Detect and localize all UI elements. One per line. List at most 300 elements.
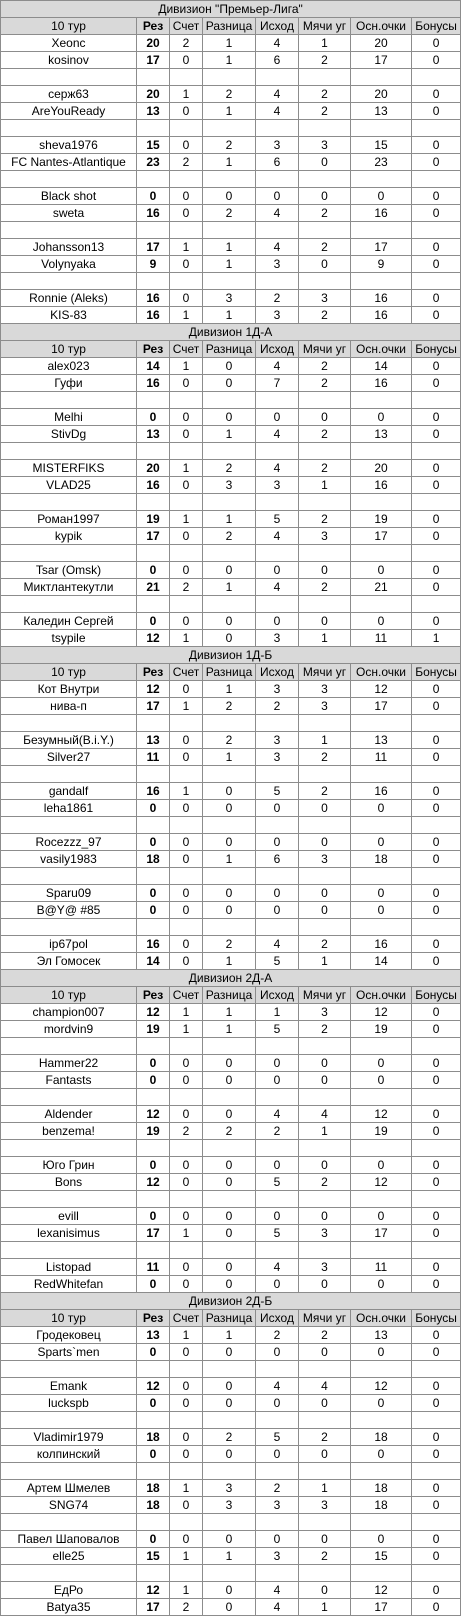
cell-score: 1: [170, 1582, 203, 1599]
cell-outcome: 3: [256, 681, 299, 698]
cell-bonuses: 0: [412, 902, 461, 919]
empty-cell: [137, 545, 170, 562]
empty-cell: [299, 171, 351, 188]
empty-cell: [170, 1089, 203, 1106]
cell-player-name: Миктлантекутли: [1, 579, 137, 596]
cell-outcome: 2: [256, 1123, 299, 1140]
cell-main-points: 19: [351, 1021, 412, 1038]
table-row: [1, 256, 461, 273]
cell-score: 0: [170, 613, 203, 630]
cell-score: 0: [170, 52, 203, 69]
cell-player-name: AreYouReady: [1, 103, 137, 120]
cell-outcome: 3: [256, 1497, 299, 1514]
empty-cell: [351, 1565, 412, 1582]
cell-player-name: Эл Гомосек: [1, 953, 137, 970]
cell-difference: 2: [203, 205, 256, 222]
empty-cell: [1, 766, 137, 783]
empty-cell: [170, 919, 203, 936]
cell-difference: 0: [203, 783, 256, 800]
cell-corners: 0: [299, 1344, 351, 1361]
empty-cell: [170, 1514, 203, 1531]
table-row: [1, 103, 461, 120]
empty-cell: [351, 171, 412, 188]
cell-difference: 1: [203, 35, 256, 52]
cell-score: 0: [170, 1276, 203, 1293]
cell-player-name: Fantasts: [1, 1072, 137, 1089]
cell-result: 12: [137, 630, 170, 647]
cell-corners: 0: [299, 902, 351, 919]
cell-score: 0: [170, 409, 203, 426]
cell-difference: 0: [203, 613, 256, 630]
empty-cell: [351, 1140, 412, 1157]
cell-player-name: Гродековец: [1, 1327, 137, 1344]
cell-result: 15: [137, 1548, 170, 1565]
cell-bonuses: 0: [412, 1548, 461, 1565]
cell-player-name: StivDg: [1, 426, 137, 443]
cell-score: 0: [170, 528, 203, 545]
table-row: [1, 290, 461, 307]
empty-cell: [170, 766, 203, 783]
cell-corners: 2: [299, 783, 351, 800]
cell-main-points: 0: [351, 1446, 412, 1463]
cell-main-points: 0: [351, 834, 412, 851]
cell-main-points: 0: [351, 1395, 412, 1412]
table-row: [1, 188, 461, 205]
empty-cell: [170, 1361, 203, 1378]
empty-cell: [412, 545, 461, 562]
cell-main-points: 13: [351, 426, 412, 443]
cell-difference: 0: [203, 1225, 256, 1242]
header-player-name: 10 тур: [1, 18, 137, 35]
table-row: [1, 1531, 461, 1548]
header-corners: Мячи уг: [299, 664, 351, 681]
cell-corners: 3: [299, 137, 351, 154]
cell-outcome: 6: [256, 851, 299, 868]
cell-corners: 1: [299, 732, 351, 749]
table-row: [1, 239, 461, 256]
cell-result: 12: [137, 1378, 170, 1395]
cell-bonuses: 0: [412, 307, 461, 324]
cell-main-points: 15: [351, 137, 412, 154]
empty-cell: [256, 171, 299, 188]
empty-cell: [299, 69, 351, 86]
empty-cell: [299, 545, 351, 562]
empty-cell: [256, 596, 299, 613]
empty-cell: [351, 494, 412, 511]
table-row: [1, 35, 461, 52]
cell-player-name: Павел Шаповалов: [1, 1531, 137, 1548]
cell-player-name: ЕдРо: [1, 1582, 137, 1599]
empty-cell: [351, 868, 412, 885]
cell-result: 15: [137, 137, 170, 154]
cell-player-name: Кот Внутри: [1, 681, 137, 698]
cell-bonuses: 0: [412, 783, 461, 800]
empty-cell: [412, 919, 461, 936]
empty-cell: [137, 1140, 170, 1157]
empty-cell: [1, 919, 137, 936]
cell-score: 0: [170, 732, 203, 749]
header-score: Счет: [170, 1310, 203, 1327]
cell-corners: 2: [299, 307, 351, 324]
cell-result: 23: [137, 154, 170, 171]
cell-outcome: 4: [256, 1106, 299, 1123]
cell-result: 18: [137, 1480, 170, 1497]
empty-cell: [299, 766, 351, 783]
cell-difference: 1: [203, 851, 256, 868]
cell-outcome: 3: [256, 1548, 299, 1565]
cell-score: 0: [170, 1446, 203, 1463]
empty-cell: [256, 1089, 299, 1106]
cell-score: 0: [170, 953, 203, 970]
cell-corners: 0: [299, 1446, 351, 1463]
table-row: [1, 1123, 461, 1140]
cell-bonuses: 0: [412, 1259, 461, 1276]
empty-cell: [137, 1191, 170, 1208]
cell-player-name: Listopad: [1, 1259, 137, 1276]
cell-main-points: 0: [351, 1344, 412, 1361]
cell-score: 1: [170, 1480, 203, 1497]
cell-player-name: luckspb: [1, 1395, 137, 1412]
cell-result: 17: [137, 1599, 170, 1616]
cell-result: 18: [137, 851, 170, 868]
cell-difference: 0: [203, 800, 256, 817]
empty-cell: [351, 817, 412, 834]
cell-bonuses: 0: [412, 1225, 461, 1242]
empty-cell: [412, 273, 461, 290]
cell-difference: 0: [203, 1208, 256, 1225]
column-header-row: [1, 987, 461, 1004]
header-outcome: Исход: [256, 1310, 299, 1327]
cell-outcome: 0: [256, 1395, 299, 1412]
cell-score: 1: [170, 86, 203, 103]
header-corners: Мячи уг: [299, 341, 351, 358]
cell-result: 12: [137, 1174, 170, 1191]
cell-corners: 1: [299, 953, 351, 970]
cell-difference: 0: [203, 1446, 256, 1463]
header-outcome: Исход: [256, 987, 299, 1004]
cell-outcome: 5: [256, 783, 299, 800]
cell-score: 0: [170, 1072, 203, 1089]
cell-score: 0: [170, 1344, 203, 1361]
cell-corners: 3: [299, 681, 351, 698]
header-player-name: 10 тур: [1, 1310, 137, 1327]
spacer-row: [1, 715, 461, 732]
spacer-row: [1, 443, 461, 460]
cell-main-points: 16: [351, 477, 412, 494]
cell-main-points: 0: [351, 902, 412, 919]
cell-corners: 4: [299, 1378, 351, 1395]
table-row: [1, 851, 461, 868]
cell-bonuses: 0: [412, 86, 461, 103]
spacer-row: [1, 1565, 461, 1582]
cell-corners: 2: [299, 579, 351, 596]
empty-cell: [203, 1565, 256, 1582]
cell-outcome: 3: [256, 137, 299, 154]
table-row: [1, 800, 461, 817]
cell-bonuses: 0: [412, 239, 461, 256]
cell-bonuses: 0: [412, 256, 461, 273]
cell-score: 0: [170, 1208, 203, 1225]
header-player-name: 10 тур: [1, 664, 137, 681]
cell-player-name: lexanisimus: [1, 1225, 137, 1242]
cell-result: 20: [137, 460, 170, 477]
cell-corners: 2: [299, 749, 351, 766]
cell-corners: 1: [299, 1123, 351, 1140]
cell-corners: 3: [299, 1497, 351, 1514]
cell-score: 0: [170, 562, 203, 579]
empty-cell: [137, 1463, 170, 1480]
cell-player-name: FC Nantes-Atlantique: [1, 154, 137, 171]
cell-player-name: Tsar (Omsk): [1, 562, 137, 579]
cell-corners: 0: [299, 1055, 351, 1072]
cell-bonuses: 0: [412, 188, 461, 205]
table-row: [1, 307, 461, 324]
empty-cell: [203, 1361, 256, 1378]
spacer-row: [1, 1089, 461, 1106]
cell-result: 16: [137, 290, 170, 307]
cell-difference: 0: [203, 1395, 256, 1412]
header-outcome: Исход: [256, 664, 299, 681]
empty-cell: [170, 1191, 203, 1208]
empty-cell: [170, 715, 203, 732]
cell-result: 0: [137, 562, 170, 579]
empty-cell: [412, 1038, 461, 1055]
table-row: [1, 1344, 461, 1361]
table-row: [1, 562, 461, 579]
cell-main-points: 0: [351, 1276, 412, 1293]
empty-cell: [299, 222, 351, 239]
cell-corners: 2: [299, 375, 351, 392]
empty-cell: [203, 494, 256, 511]
cell-score: 0: [170, 851, 203, 868]
cell-difference: 1: [203, 953, 256, 970]
cell-player-name: tsypile: [1, 630, 137, 647]
cell-outcome: 3: [256, 630, 299, 647]
table-row: [1, 137, 461, 154]
cell-player-name: Melhi: [1, 409, 137, 426]
cell-player-name: ip67pol: [1, 936, 137, 953]
cell-player-name: Гуфи: [1, 375, 137, 392]
division-title-row: [1, 1, 461, 18]
empty-cell: [299, 1089, 351, 1106]
table-row: [1, 154, 461, 171]
empty-cell: [203, 1412, 256, 1429]
empty-cell: [412, 596, 461, 613]
cell-outcome: 4: [256, 936, 299, 953]
empty-cell: [203, 392, 256, 409]
cell-outcome: 2: [256, 290, 299, 307]
table-row: [1, 749, 461, 766]
cell-player-name: VLAD25: [1, 477, 137, 494]
cell-score: 0: [170, 1531, 203, 1548]
cell-outcome: 4: [256, 426, 299, 443]
header-main-points: Осн.очки: [351, 1310, 412, 1327]
cell-corners: 0: [299, 834, 351, 851]
cell-main-points: 15: [351, 1548, 412, 1565]
cell-difference: 0: [203, 1378, 256, 1395]
cell-bonuses: 0: [412, 35, 461, 52]
cell-difference: 0: [203, 1174, 256, 1191]
cell-outcome: 4: [256, 579, 299, 596]
spacer-row: [1, 1242, 461, 1259]
column-header-row: [1, 18, 461, 35]
cell-difference: 2: [203, 137, 256, 154]
cell-corners: 0: [299, 562, 351, 579]
header-bonuses: Бонусы: [412, 18, 461, 35]
cell-main-points: 12: [351, 1378, 412, 1395]
cell-difference: 2: [203, 86, 256, 103]
empty-cell: [1, 273, 137, 290]
cell-player-name: SNG74: [1, 1497, 137, 1514]
cell-player-name: vasily1983: [1, 851, 137, 868]
cell-result: 0: [137, 1446, 170, 1463]
cell-player-name: benzema!: [1, 1123, 137, 1140]
cell-main-points: 11: [351, 749, 412, 766]
division-title-row: [1, 970, 461, 987]
cell-main-points: 20: [351, 86, 412, 103]
cell-difference: 1: [203, 511, 256, 528]
table-row: [1, 1004, 461, 1021]
cell-bonuses: 0: [412, 834, 461, 851]
cell-bonuses: 0: [412, 1599, 461, 1616]
spacer-row: [1, 1412, 461, 1429]
cell-main-points: 11: [351, 630, 412, 647]
cell-corners: 1: [299, 1599, 351, 1616]
cell-difference: 2: [203, 1429, 256, 1446]
empty-cell: [351, 1514, 412, 1531]
division-title: Дивизион 1Д-Б: [1, 647, 461, 664]
cell-result: 20: [137, 86, 170, 103]
empty-cell: [299, 392, 351, 409]
table-row: [1, 1106, 461, 1123]
empty-cell: [203, 766, 256, 783]
cell-player-name: gandalf: [1, 783, 137, 800]
empty-cell: [256, 494, 299, 511]
cell-result: 11: [137, 1259, 170, 1276]
spacer-row: [1, 919, 461, 936]
cell-score: 1: [170, 1021, 203, 1038]
empty-cell: [137, 715, 170, 732]
cell-score: 0: [170, 1429, 203, 1446]
division-title: Дивизион 1Д-А: [1, 324, 461, 341]
empty-cell: [203, 443, 256, 460]
cell-result: 17: [137, 239, 170, 256]
table-row: [1, 1208, 461, 1225]
empty-cell: [299, 1514, 351, 1531]
cell-outcome: 4: [256, 1582, 299, 1599]
cell-result: 12: [137, 681, 170, 698]
cell-result: 13: [137, 426, 170, 443]
cell-outcome: 2: [256, 1480, 299, 1497]
empty-cell: [137, 596, 170, 613]
empty-cell: [170, 817, 203, 834]
cell-score: 1: [170, 511, 203, 528]
cell-difference: 0: [203, 188, 256, 205]
cell-difference: 0: [203, 1582, 256, 1599]
spacer-row: [1, 1463, 461, 1480]
empty-cell: [137, 1412, 170, 1429]
cell-outcome: 0: [256, 1055, 299, 1072]
cell-corners: 1: [299, 477, 351, 494]
cell-player-name: колпинский: [1, 1446, 137, 1463]
empty-cell: [137, 120, 170, 137]
cell-main-points: 18: [351, 1497, 412, 1514]
header-result: Рез: [137, 341, 170, 358]
empty-cell: [412, 494, 461, 511]
empty-cell: [137, 1361, 170, 1378]
cell-corners: 0: [299, 1157, 351, 1174]
cell-player-name: Black shot: [1, 188, 137, 205]
header-main-points: Осн.очки: [351, 341, 412, 358]
cell-score: 0: [170, 749, 203, 766]
table-row: [1, 511, 461, 528]
cell-difference: 0: [203, 630, 256, 647]
cell-player-name: kypik: [1, 528, 137, 545]
cell-outcome: 0: [256, 613, 299, 630]
table-row: [1, 1429, 461, 1446]
cell-main-points: 16: [351, 936, 412, 953]
empty-cell: [137, 171, 170, 188]
cell-outcome: 4: [256, 35, 299, 52]
cell-main-points: 19: [351, 1123, 412, 1140]
empty-cell: [203, 222, 256, 239]
empty-cell: [351, 715, 412, 732]
empty-cell: [256, 817, 299, 834]
cell-corners: 0: [299, 800, 351, 817]
cell-main-points: 11: [351, 1259, 412, 1276]
cell-main-points: 0: [351, 613, 412, 630]
column-header-row: [1, 664, 461, 681]
cell-player-name: Bons: [1, 1174, 137, 1191]
cell-bonuses: 0: [412, 749, 461, 766]
cell-corners: 2: [299, 86, 351, 103]
cell-difference: 0: [203, 1106, 256, 1123]
cell-difference: 0: [203, 1531, 256, 1548]
cell-difference: 1: [203, 579, 256, 596]
cell-main-points: 0: [351, 188, 412, 205]
empty-cell: [256, 715, 299, 732]
cell-result: 20: [137, 35, 170, 52]
cell-corners: 2: [299, 239, 351, 256]
cell-difference: 0: [203, 1276, 256, 1293]
empty-cell: [299, 1463, 351, 1480]
table-row: [1, 1327, 461, 1344]
cell-bonuses: 0: [412, 1497, 461, 1514]
cell-result: 0: [137, 1395, 170, 1412]
cell-score: 0: [170, 426, 203, 443]
empty-cell: [351, 1463, 412, 1480]
header-score: Счет: [170, 664, 203, 681]
cell-result: 21: [137, 579, 170, 596]
spacer-row: [1, 766, 461, 783]
empty-cell: [351, 1191, 412, 1208]
cell-result: 14: [137, 358, 170, 375]
cell-bonuses: 0: [412, 511, 461, 528]
cell-score: 1: [170, 1548, 203, 1565]
cell-bonuses: 0: [412, 52, 461, 69]
cell-bonuses: 0: [412, 1123, 461, 1140]
cell-outcome: 2: [256, 698, 299, 715]
cell-corners: 3: [299, 851, 351, 868]
cell-player-name: evill: [1, 1208, 137, 1225]
empty-cell: [137, 1038, 170, 1055]
cell-result: 0: [137, 1157, 170, 1174]
cell-score: 0: [170, 205, 203, 222]
cell-score: 0: [170, 290, 203, 307]
empty-cell: [299, 1038, 351, 1055]
cell-score: 1: [170, 239, 203, 256]
empty-cell: [137, 817, 170, 834]
